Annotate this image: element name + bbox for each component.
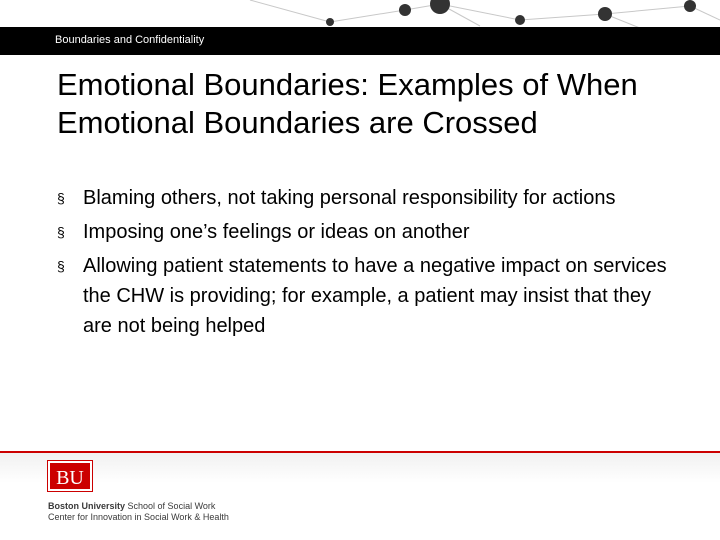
slide-title xyxy=(57,66,697,142)
section-title: Boundaries and Confidentiality xyxy=(55,34,205,46)
school-name: School of Social Work xyxy=(127,501,216,511)
bullet-item xyxy=(57,251,677,341)
header-bar xyxy=(0,27,720,55)
network-graphic xyxy=(0,0,720,30)
bullet-marker-icon: § xyxy=(57,190,65,206)
bullet-item xyxy=(57,217,677,247)
bullet-text: Allowing patient statements to have a negative impact on services the CHW is providing; for example, a patient may insist that they are not being helped xyxy=(83,255,667,337)
university-name: Boston University xyxy=(48,501,126,511)
footer-organization xyxy=(48,501,229,523)
bullet-marker-icon: § xyxy=(57,224,65,240)
slide-title-line-2: Emotional Boundaries are Crossed xyxy=(57,105,538,140)
footer-background xyxy=(0,453,720,483)
center-name: Center for Innovation in Social Work & Health xyxy=(48,512,229,522)
bullet-text: Imposing one’s feelings or ideas on another xyxy=(83,221,470,243)
bu-logo: BU xyxy=(48,461,92,491)
bullet-text: Blaming others, not taking personal responsibility for actions xyxy=(83,187,616,209)
slide-title-line-1: Emotional Boundaries: Examples of When xyxy=(57,67,638,102)
bullet-item xyxy=(57,183,677,213)
bullet-list xyxy=(57,183,677,345)
bullet-marker-icon: § xyxy=(57,258,65,274)
